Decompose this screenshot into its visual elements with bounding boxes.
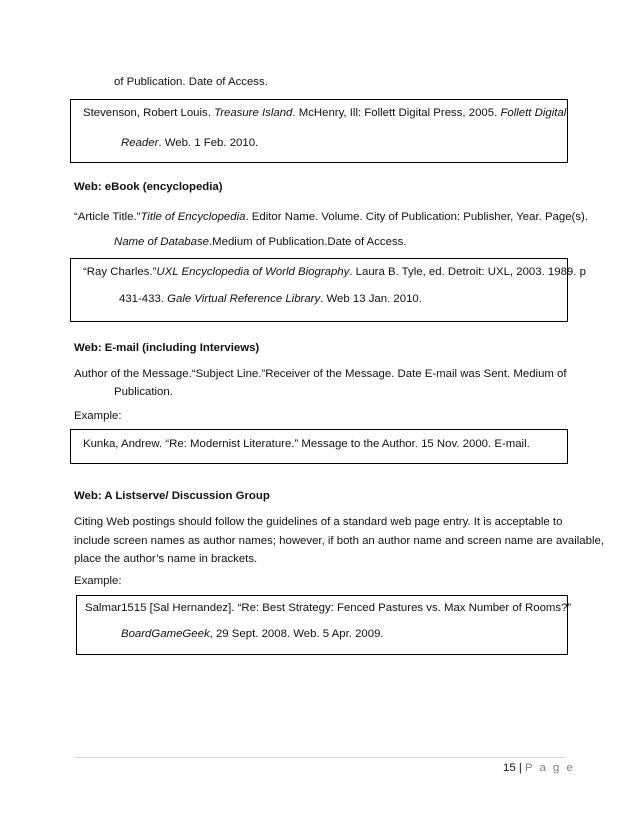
section-heading-ebook: Web: eBook (encyclopedia) <box>74 181 223 193</box>
citation-line-2: Reader. Web. 1 Feb. 2010. <box>121 137 259 149</box>
citation-line-1: Stevenson, Robert Louis. Treasure Island. McHenry, Ill: Follett Digital Press, 2005. Follett Digital <box>83 107 567 119</box>
listserve-paragraph-line-1: Citing Web postings should follow the guidelines of a standard web page entry. It is acceptable to <box>74 516 563 528</box>
citation-database: Follett Digital <box>500 107 567 119</box>
page-word: P a g e <box>524 762 575 774</box>
ebook-format-line-1: “Article Title.”Title of Encyclopedia. Editor Name. Volume. City of Publication: Publisher, Year. Page(s). <box>74 211 588 223</box>
citation-line-1: “Ray Charles.”UXL Encyclopedia of World Biography. Laura B. Tyle, ed. Detroit: UXL, 2003. 1989. p <box>83 266 586 278</box>
example-label: Example: <box>74 575 122 587</box>
footer-divider <box>74 757 566 758</box>
citation-line-1: Kunka, Andrew. “Re: Modernist Literature.” Message to the Author. 15 Nov. 2000. E-mail. <box>83 438 530 450</box>
ebook-format-line-2: Name of Database.Medium of Publication.Date of Access. <box>114 236 407 248</box>
email-format-line-2: Publication. <box>114 386 173 398</box>
listserve-paragraph-line-3: place the author’s name in brackets. <box>74 553 258 565</box>
section-heading-listserve: Web: A Listserve/ Discussion Group <box>74 490 270 502</box>
citation-line-1: Salmar1515 [Sal Hernandez]. “Re: Best Strategy: Fenced Pastures vs. Max Number of Rooms?” <box>85 602 572 614</box>
citation-title: Treasure Island <box>214 107 293 119</box>
example-label: Example: <box>74 410 122 422</box>
listserve-paragraph-line-2: include screen names as author names; however, if both an author name and screen name are available, <box>74 535 604 547</box>
page-footer <box>503 762 575 774</box>
citation-line-2: 431-433. Gale Virtual Reference Library. Web 13 Jan. 2010. <box>119 293 422 305</box>
email-format-line-1: Author of the Message.“Subject Line.”Receiver of the Message. Date E-mail was Sent. Medium of <box>74 368 567 380</box>
intro-continued-line: of Publication. Date of Access. <box>114 76 268 88</box>
example-box-email <box>70 429 568 464</box>
section-heading-email: Web: E-mail (including Interviews) <box>74 342 260 354</box>
example-box-listserve <box>76 595 572 655</box>
page-separator: | <box>518 762 522 774</box>
example-box-ebook <box>70 258 586 322</box>
citation-line-2: BoardGameGeek, 29 Sept. 2008. Web. 5 Apr. 2009. <box>121 628 384 640</box>
example-box-stevenson <box>70 99 568 163</box>
page-number: 15 <box>503 762 516 774</box>
